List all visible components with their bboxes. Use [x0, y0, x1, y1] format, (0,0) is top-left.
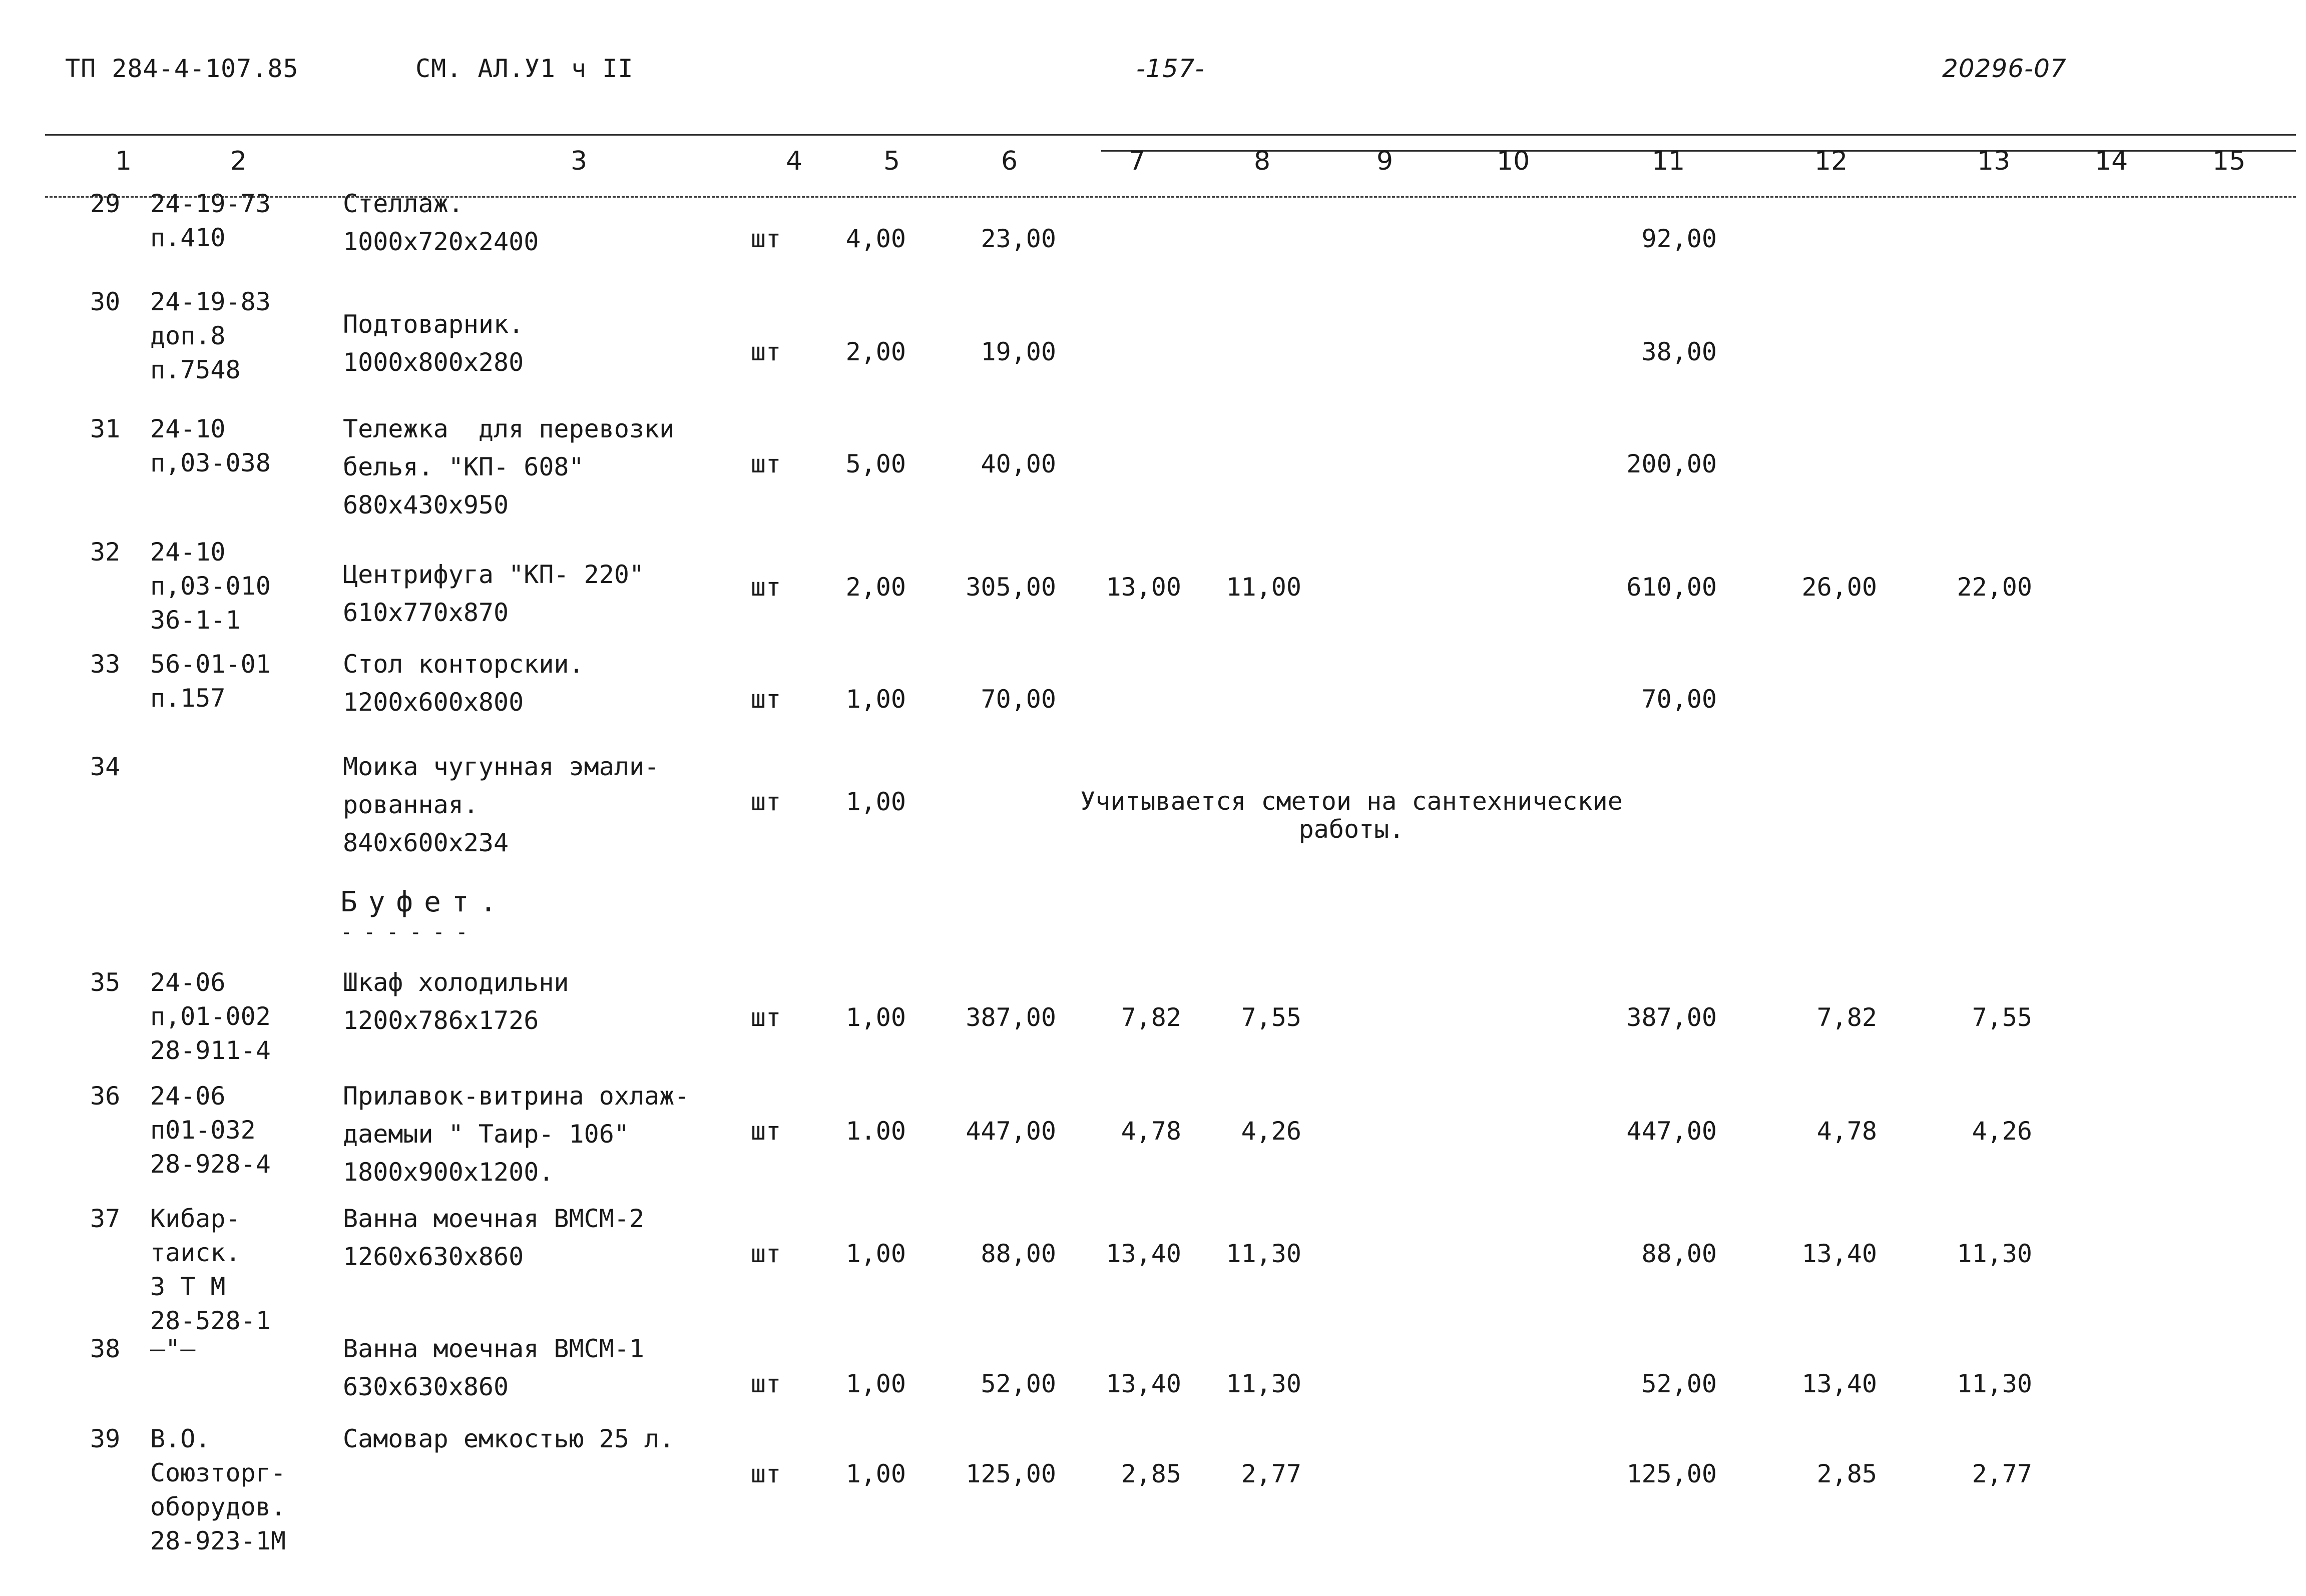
name-line: Прилавок-витрина охлаж- — [343, 1082, 690, 1111]
col8-cell: 11,30 — [1226, 1369, 1301, 1398]
name-line: 840х600х234 — [343, 828, 509, 857]
code-line: оборудов. — [150, 1492, 286, 1521]
section-underline: ------ — [340, 921, 479, 944]
price-cell: 23,00 — [981, 224, 1056, 253]
price-cell: 40,00 — [981, 449, 1056, 478]
name-line: Подтоварник. — [343, 310, 524, 339]
col12-cell: 13,40 — [1801, 1369, 1877, 1398]
col13-cell: 7,55 — [1972, 1003, 2032, 1032]
column-number: 14 — [2095, 146, 2128, 176]
qty-cell: 1,00 — [845, 787, 906, 816]
col13-cell: 11,30 — [1957, 1239, 2032, 1268]
row-note: Учитывается сметои на сантехнические работы. — [1080, 787, 1623, 844]
name-line: Тележка для перевозки — [343, 414, 675, 443]
code-line: п,03-038 — [150, 448, 271, 477]
unit-cell: шт — [751, 1117, 781, 1146]
col8-cell: 4,26 — [1241, 1117, 1301, 1146]
unit-cell: шт — [751, 1003, 781, 1032]
album-ref: СМ. АЛ.У1 ч II — [415, 54, 634, 83]
code-line: З Т М — [150, 1272, 226, 1301]
code-line: п01-032 — [150, 1116, 256, 1145]
code-line: 24-19-83 — [150, 287, 271, 316]
column-number: 11 — [1652, 146, 1685, 176]
name-line: 1800х900х1200. — [343, 1158, 554, 1187]
unit-cell: шт — [751, 337, 781, 366]
name-line: 610х770х870 — [343, 598, 509, 627]
total-cell: 92,00 — [1641, 224, 1717, 253]
col7-cell: 13,40 — [1106, 1369, 1181, 1398]
name-line: 1000х720х2400 — [343, 227, 539, 256]
col7-cell: 2,85 — [1121, 1459, 1181, 1488]
code-line: доп.8 — [150, 321, 226, 350]
column-number: 12 — [1814, 146, 1848, 176]
code-line: —"— — [150, 1334, 196, 1363]
price-cell: 305,00 — [966, 573, 1056, 602]
code-line: 24-06 — [150, 1082, 226, 1111]
qty-cell: 2,00 — [845, 337, 906, 366]
qty-cell: 5,00 — [845, 449, 906, 478]
row-number: 35 — [90, 968, 121, 997]
code-line: Союзторг- — [150, 1458, 286, 1487]
code-line: В.О. — [150, 1424, 211, 1453]
name-line: Ванна моечная ВМСМ-2 — [343, 1204, 645, 1233]
column-number: 15 — [2212, 146, 2246, 176]
col7-cell: 4,78 — [1121, 1117, 1181, 1146]
row-number: 39 — [90, 1424, 121, 1453]
price-cell: 125,00 — [966, 1459, 1056, 1488]
name-line: 680х430х950 — [343, 490, 509, 519]
stamp-number: 20296-07 — [1942, 54, 2067, 83]
page-number: -157- — [1136, 54, 1205, 83]
col12-cell: 7,82 — [1816, 1003, 1877, 1032]
qty-cell: 2,00 — [845, 573, 906, 602]
code-line: п.410 — [150, 223, 226, 252]
code-line: п,03-010 — [150, 572, 271, 601]
row-number: 30 — [90, 287, 121, 316]
col8-cell: 11,30 — [1226, 1239, 1301, 1268]
column-number: 4 — [786, 146, 803, 176]
code-line: таиск. — [150, 1238, 241, 1267]
code-line: 56-01-01 — [150, 650, 271, 679]
code-line: 24-19-73 — [150, 189, 271, 218]
total-cell: 52,00 — [1641, 1369, 1717, 1398]
row-number: 36 — [90, 1082, 121, 1111]
name-line: Ванна моечная ВМСМ-1 — [343, 1334, 645, 1363]
name-line: Моика чугунная эмали- — [343, 752, 660, 781]
total-cell: 447,00 — [1626, 1117, 1717, 1146]
code-line: 28-528-1 — [150, 1306, 271, 1335]
total-cell: 200,00 — [1626, 449, 1717, 478]
col8-cell: 11,00 — [1226, 573, 1301, 602]
total-cell: 88,00 — [1641, 1239, 1717, 1268]
code-line: п.157 — [150, 684, 226, 713]
code-line: 24-10 — [150, 538, 226, 567]
price-cell: 88,00 — [981, 1239, 1056, 1268]
code-line: 28-928-4 — [150, 1150, 271, 1179]
qty-cell: 1,00 — [845, 1459, 906, 1488]
qty-cell: 1,00 — [845, 1003, 906, 1032]
column-number: 5 — [883, 146, 900, 176]
col13-cell: 2,77 — [1972, 1459, 2032, 1488]
section-title: Буфет. — [340, 886, 508, 918]
code-line: п.7548 — [150, 355, 241, 384]
column-number: 3 — [571, 146, 588, 176]
unit-cell: шт — [751, 573, 781, 602]
name-line: рованная. — [343, 790, 479, 819]
row-number: 38 — [90, 1334, 121, 1363]
name-line: Стол конторскии. — [343, 650, 584, 679]
col13-cell: 11,30 — [1957, 1369, 2032, 1398]
unit-cell: шт — [751, 685, 781, 714]
column-number: 7 — [1129, 146, 1146, 176]
code-line: 24-10 — [150, 414, 226, 443]
name-line: белья. "КП- 608" — [343, 452, 584, 481]
unit-cell: шт — [751, 1369, 781, 1398]
code-line: 28-911-4 — [150, 1036, 271, 1065]
price-cell: 447,00 — [966, 1117, 1056, 1146]
total-cell: 70,00 — [1641, 685, 1717, 714]
col12-cell: 4,78 — [1816, 1117, 1877, 1146]
unit-cell: шт — [751, 1239, 781, 1268]
price-cell: 387,00 — [966, 1003, 1056, 1032]
unit-cell: шт — [751, 449, 781, 478]
price-cell: 52,00 — [981, 1369, 1056, 1398]
row-number: 29 — [90, 189, 121, 218]
code-line: п,01-002 — [150, 1002, 271, 1031]
col8-cell: 7,55 — [1241, 1003, 1301, 1032]
price-cell: 19,00 — [981, 337, 1056, 366]
column-number: 1 — [115, 146, 132, 176]
name-line: Центрифуга "КП- 220" — [343, 560, 645, 589]
column-number: 6 — [1001, 146, 1018, 176]
column-number: 10 — [1497, 146, 1530, 176]
col7-cell: 7,82 — [1121, 1003, 1181, 1032]
column-number: 8 — [1254, 146, 1271, 176]
row-number: 33 — [90, 650, 121, 679]
column-number: 13 — [1977, 146, 2011, 176]
column-number: 9 — [1376, 146, 1394, 176]
row-number: 32 — [90, 538, 121, 567]
total-cell: 125,00 — [1626, 1459, 1717, 1488]
col12-cell: 13,40 — [1801, 1239, 1877, 1268]
unit-cell: шт — [751, 224, 781, 253]
col12-cell: 26,00 — [1801, 573, 1877, 602]
col13-cell: 22,00 — [1957, 573, 2032, 602]
col7-cell: 13,00 — [1106, 573, 1181, 602]
col7-cell: 13,40 — [1106, 1239, 1181, 1268]
qty-cell: 1,00 — [845, 685, 906, 714]
column-number: 2 — [230, 146, 247, 176]
row-number: 34 — [90, 752, 121, 781]
name-line: 1000х800х280 — [343, 348, 524, 377]
col12-cell: 2,85 — [1816, 1459, 1877, 1488]
header-rule-top — [45, 134, 2296, 136]
price-cell: 70,00 — [981, 685, 1056, 714]
qty-cell: 1.00 — [845, 1117, 906, 1146]
total-cell: 387,00 — [1626, 1003, 1717, 1032]
qty-cell: 1,00 — [845, 1239, 906, 1268]
row-number: 37 — [90, 1204, 121, 1233]
total-cell: 610,00 — [1626, 573, 1717, 602]
name-line: даемыи " Таир- 106" — [343, 1120, 629, 1149]
doc-code: ТП 284-4-107.85 — [65, 54, 299, 83]
name-line: Самовар емкостью 25 л. — [343, 1424, 675, 1453]
name-line: 1200х786х1726 — [343, 1006, 539, 1035]
total-cell: 38,00 — [1641, 337, 1717, 366]
row-number: 31 — [90, 414, 121, 443]
code-line: Кибар- — [150, 1204, 241, 1233]
col13-cell: 4,26 — [1972, 1117, 2032, 1146]
qty-cell: 4,00 — [845, 224, 906, 253]
name-line: Стеллаж. — [343, 189, 464, 218]
code-line: 28-923-1М — [150, 1526, 286, 1555]
unit-cell: шт — [751, 787, 781, 816]
unit-cell: шт — [751, 1459, 781, 1488]
code-line: 36-1-1 — [150, 606, 241, 635]
name-line: 1260х630х860 — [343, 1242, 524, 1271]
name-line: 630х630х860 — [343, 1372, 509, 1401]
code-line: 24-06 — [150, 968, 226, 997]
col8-cell: 2,77 — [1241, 1459, 1301, 1488]
qty-cell: 1,00 — [845, 1369, 906, 1398]
name-line: 1200х600х800 — [343, 688, 524, 717]
name-line: Шкаф холодильни — [343, 968, 569, 997]
